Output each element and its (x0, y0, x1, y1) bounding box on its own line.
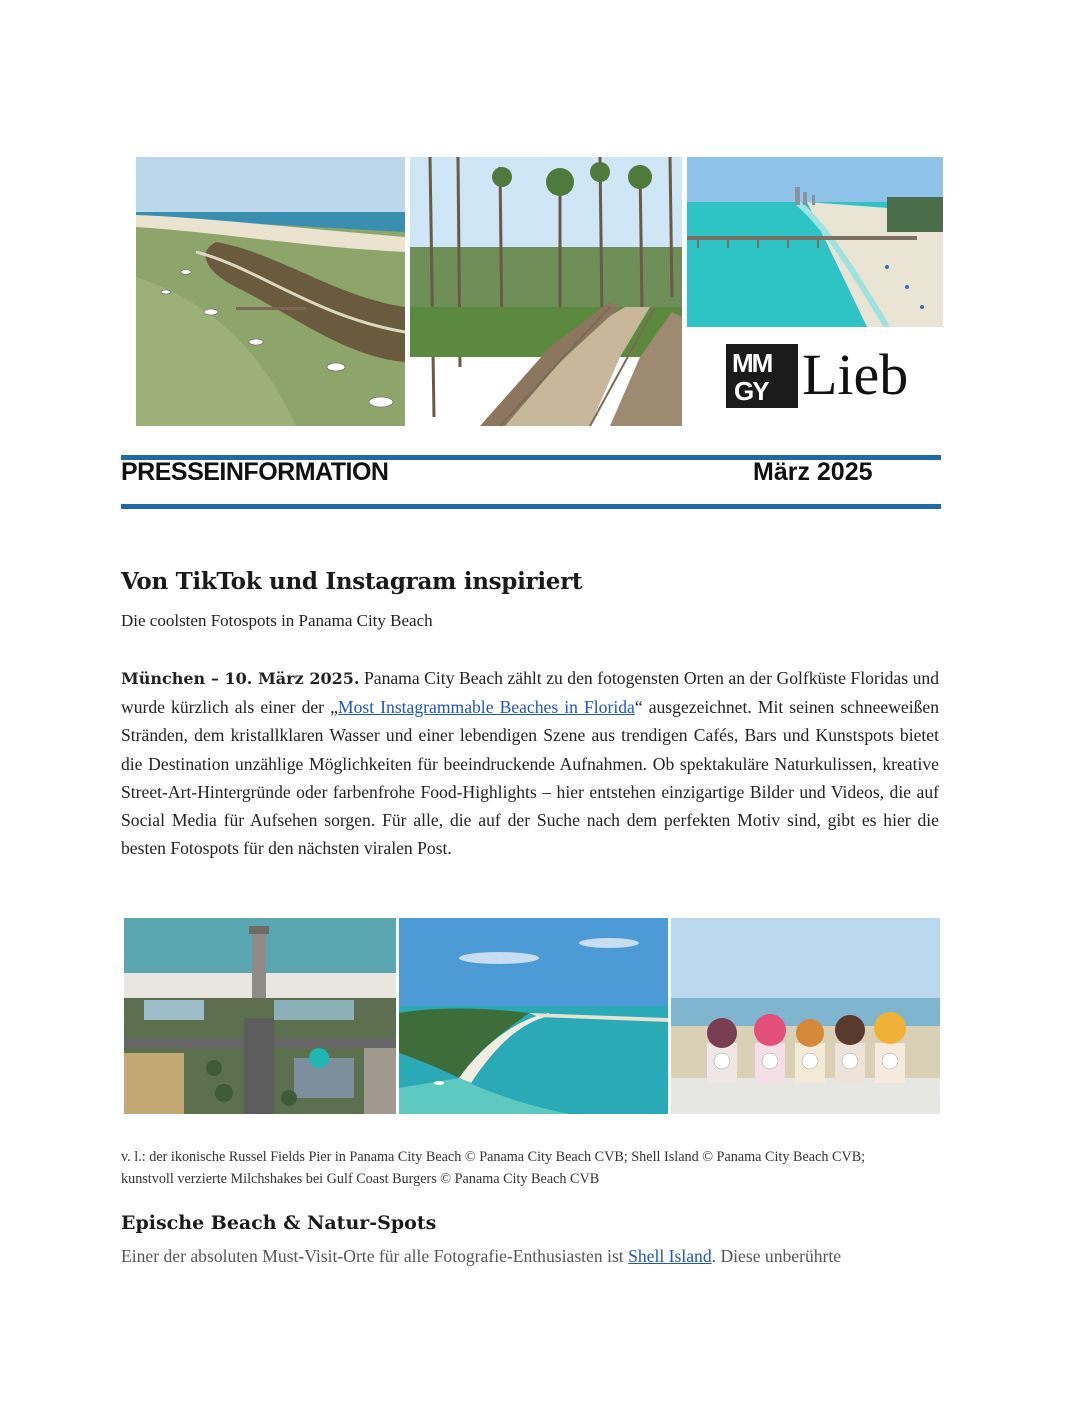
shell-island-link[interactable]: Shell Island (628, 1246, 712, 1266)
section-text (121, 1242, 939, 1270)
section-text-b: . Diese unberührte (711, 1246, 842, 1266)
aerial-sandbar-photo (136, 157, 405, 426)
caption-line-1: v. l.: der ikonische Russel Fields Pier in Panama City Beach © Panama City Beach CVB; Shell Island © Panama City Beach CVB; (121, 1149, 866, 1165)
header-bottom-rule (121, 504, 941, 509)
dateline: München – 10. März 2025. (121, 669, 360, 688)
mmgy-logo-mark (726, 344, 798, 408)
russel-fields-pier-photo (124, 918, 396, 1114)
milkshakes-photo (671, 918, 940, 1114)
shell-island-photo (399, 918, 668, 1114)
mmgy-lieb-logo (726, 343, 922, 409)
section-heading: Epische Beach & Natur-Spots (121, 1212, 437, 1234)
press-label: PRESSEINFORMATION (121, 458, 389, 486)
article-headline: Von TikTok und Instagram inspiriert (121, 568, 583, 595)
body-text-a: Panama City Beach zählt zu den fotogensten Orten an der Golfküste Floridas und wurde kürzlich als einer der „ (121, 668, 939, 718)
section-text-a: Einer der absoluten Must-Visit-Orte für alle Fotografie-Enthusiasten ist (121, 1246, 629, 1266)
logo-wordmark: Lieb (802, 342, 909, 407)
body-text-b: “ ausgezeichnet. Mit seinen schneeweißen Stränden, dem kristallklaren Wasser und einer lebendigen Szene aus trendigen Cafés, Bars und Kunstspots bietet die Destination unzählige Möglichkeiten für beeindruckende Aufnahmen. Ob spektakuläre Naturkulissen, kreative Street-Art-Hintergründe oder farbenfrohe Food-Highlights – hier entstehen einzigartige Bilder und Videos, die auf Social Media für Aufsehen sorgen. Für alle, die auf der Suche nach dem perfekten Motiv sind, gibt es hier die besten Fotospots für den nächsten viralen Post. (121, 697, 939, 859)
caption-line-2: kunstvoll verzierte Milchshakes bei Gulf Coast Burgers © Panama City Beach CVB (121, 1171, 600, 1187)
logo-mark-bottom: GY (734, 376, 768, 406)
instagrammable-beaches-link[interactable]: Most Instagrammable Beaches in Florida (337, 697, 635, 718)
press-date: März 2025 (753, 458, 873, 486)
forest-boardwalk-photo (410, 157, 682, 426)
beach-pier-photo (687, 157, 943, 327)
logo-mark-top: MM (732, 348, 772, 378)
article-subline: Die coolsten Fotospots in Panama City Beach (121, 611, 433, 630)
article-body (121, 664, 939, 862)
photo-caption (121, 1146, 941, 1190)
